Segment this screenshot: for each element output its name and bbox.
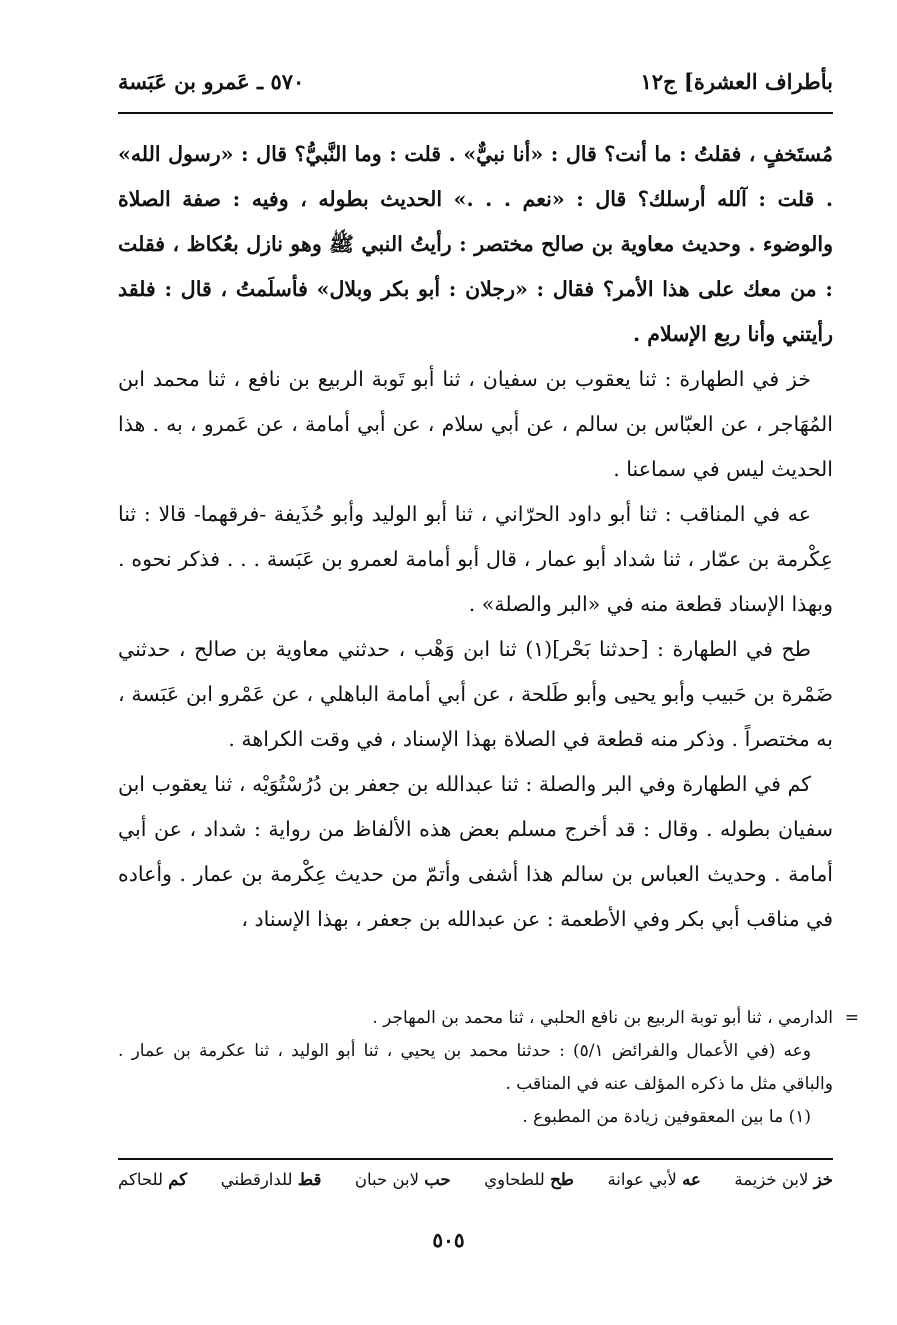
paragraph-khuz: خز في الطهارة : ثنا يعقوب بن سفيان ، ثنا أبو تَوبة الربيع بن نافع ، ثنا محمد ابن المُهَاجر ، عن العبّاس بن سالم ، عن أبي سلام ، عن أبي أمامة ، عن عَمرو ، به . هذا الحديث ليس في سماعنا .	[118, 367, 833, 481]
footnote-1: (١) ما بين المعقوفين زيادة من المطبوع .	[522, 1107, 811, 1127]
paragraph-kam: كم في الطهارة وفي البر والصلة : ثنا عبدالله بن جعفر بن دُرُسْتُوَيْه ، ثنا يعقوب ابن سفيان بطوله . وقال : قد أخرج مسلم بعض هذه الألفاظ من رواية : شداد ، عن أبي أمامة . وحديث العباس بن سالم هذا أشفى وأتمّ من حديث عِكْرمة بن عمار . وأعاده في مناقب أبي بكر وفي الأطعمة : عن عبدالله بن جعفر ، بهذا الإسناد ،	[118, 772, 833, 931]
running-header	[118, 60, 833, 94]
paragraph-tah: طح في الطهارة : [حدثنا بَحْر](١) ثنا ابن وَهْب ، حدثني معاوية بن صالح ، حدثني ضَمْرة بن حَبيب وأبو يحيى وأبو طَلحة ، عن أبي أمامة الباهلي ، عن عَمْرو ابن عَبَسة ، به مختصراً . وذكر منه قطعة في الصلاة بهذا الإسناد ، في وقت الكراهة .	[118, 637, 833, 751]
footer-rule	[118, 1158, 833, 1160]
header-book-volume: بأطراف العشرة] ج١٢	[640, 69, 833, 94]
abbr-item: قط للدارقطني	[220, 1170, 322, 1189]
footnote-continuation-mark: =	[844, 1008, 859, 1028]
main-text	[118, 132, 833, 942]
footnotes	[118, 1002, 859, 1134]
footnote-ah: وعه (في الأعمال والفرائض ٥/١) : حدثنا محمد بن يحيي ، ثنا أبو الوليد ، ثنا عكرمة بن عمار . والباقي مثل ما ذكره المؤلف عنه في المناقب .	[118, 1041, 833, 1094]
page-number: ٥٠٥	[432, 1228, 465, 1252]
header-entry-title: ٥٧٠ ـ عَمرو بن عَبَسة	[118, 69, 305, 94]
abbr-item: طح للطحاوي	[484, 1170, 574, 1189]
paragraph-hadith-text: مُستَخفٍ ، فقلتُ : ما أنت؟ قال : «أنا نبيٌّ» . قلت : وما النَّبيُّ؟ قال : «رسول الله» . قلت : آلله أرسلك؟ قال : «نعم . . .» الحديث بطوله ، وفيه : صفة الصلاة والوضوء . وحديث معاوية بن صالح مختصر : رأيتُ النبي ﷺ وهو نازل بعُكاظ ، فقلت : من معك على هذا الأمر؟ فقال : «رجلان : أبو بكر وبلال» فأسلَمتُ ، قال : فلقد رأيتني وأنا ربع الإسلام .	[118, 142, 833, 346]
abbr-item: كم للحاكم	[118, 1170, 188, 1189]
paragraph-ah: عه في المناقب : ثنا أبو داود الحرّاني ، ثنا أبو الوليد وأبو حُذَيفة -فرقهما- قالا : ثنا عِكْرمة بن عمّار ، ثنا شداد أبو عمار ، قال أبو أمامة لعمرو بن عَبَسة . . . فذكر نحوه . وبهذا الإسناد قطعة منه في «البر والصلة» .	[118, 502, 833, 616]
abbr-item: حب لابن حبان	[354, 1170, 451, 1189]
header-rule	[118, 112, 833, 114]
abbreviation-key	[118, 1170, 833, 1189]
abbr-item: عه لأبي عوانة	[607, 1170, 701, 1189]
footnote-continued: الدارمي ، ثنا أبو توبة الربيع بن نافع الحلبي ، ثنا محمد بن المهاجر .	[372, 1008, 833, 1028]
abbr-item: خز لابن خزيمة	[734, 1170, 833, 1189]
